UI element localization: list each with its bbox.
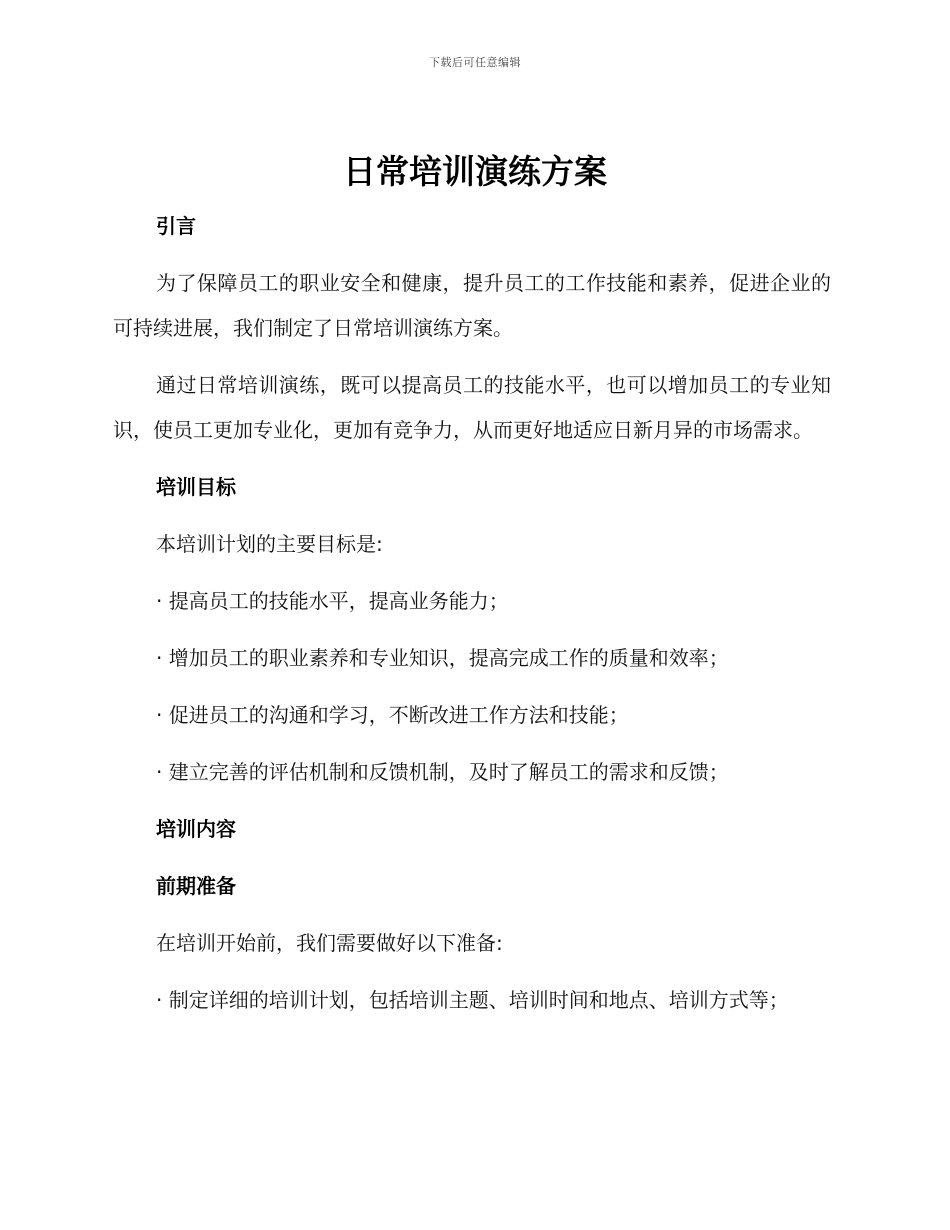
list-item: · 提高员工的技能水平，提高业务能力； <box>156 589 509 613</box>
paragraph-goals-intro: 本培训计划的主要目标是: <box>156 532 383 556</box>
document-body <box>113 204 831 1035</box>
list-item: · 制定详细的培训计划，包括培训主题、培训时间和地点、培训方式等； <box>156 988 789 1012</box>
list-item: · 促进员工的沟通和学习，不断改进工作方法和技能； <box>156 703 629 727</box>
section-heading-intro: 引言 <box>156 214 196 238</box>
paragraph-intro-1: 为了保障员工的职业安全和健康，提升员工的工作技能和素养，促进企业的可持续进展，我们制定了日常培训演练方案。 <box>113 271 831 340</box>
paragraph-intro-2: 通过日常培训演练，既可以提高员工的技能水平，也可以增加员工的专业知识，使员工更加专业化，更加有竞争力，从而更好地适应日新月异的市场需求。 <box>113 373 831 442</box>
subsection-heading-prep: 前期准备 <box>156 874 236 898</box>
section-heading-content: 培训内容 <box>156 817 236 841</box>
list-item: · 增加员工的职业素养和专业知识，提高完成工作的质量和效率； <box>156 646 729 670</box>
paragraph-prep-intro: 在培训开始前，我们需要做好以下准备: <box>156 931 503 955</box>
section-heading-goals: 培训目标 <box>156 475 236 499</box>
list-item: · 建立完善的评估机制和反馈机制，及时了解员工的需求和反馈； <box>156 760 729 784</box>
header-note: 下载后可任意编辑 <box>429 56 521 69</box>
document-title: 日常培训演练方案 <box>343 152 607 191</box>
